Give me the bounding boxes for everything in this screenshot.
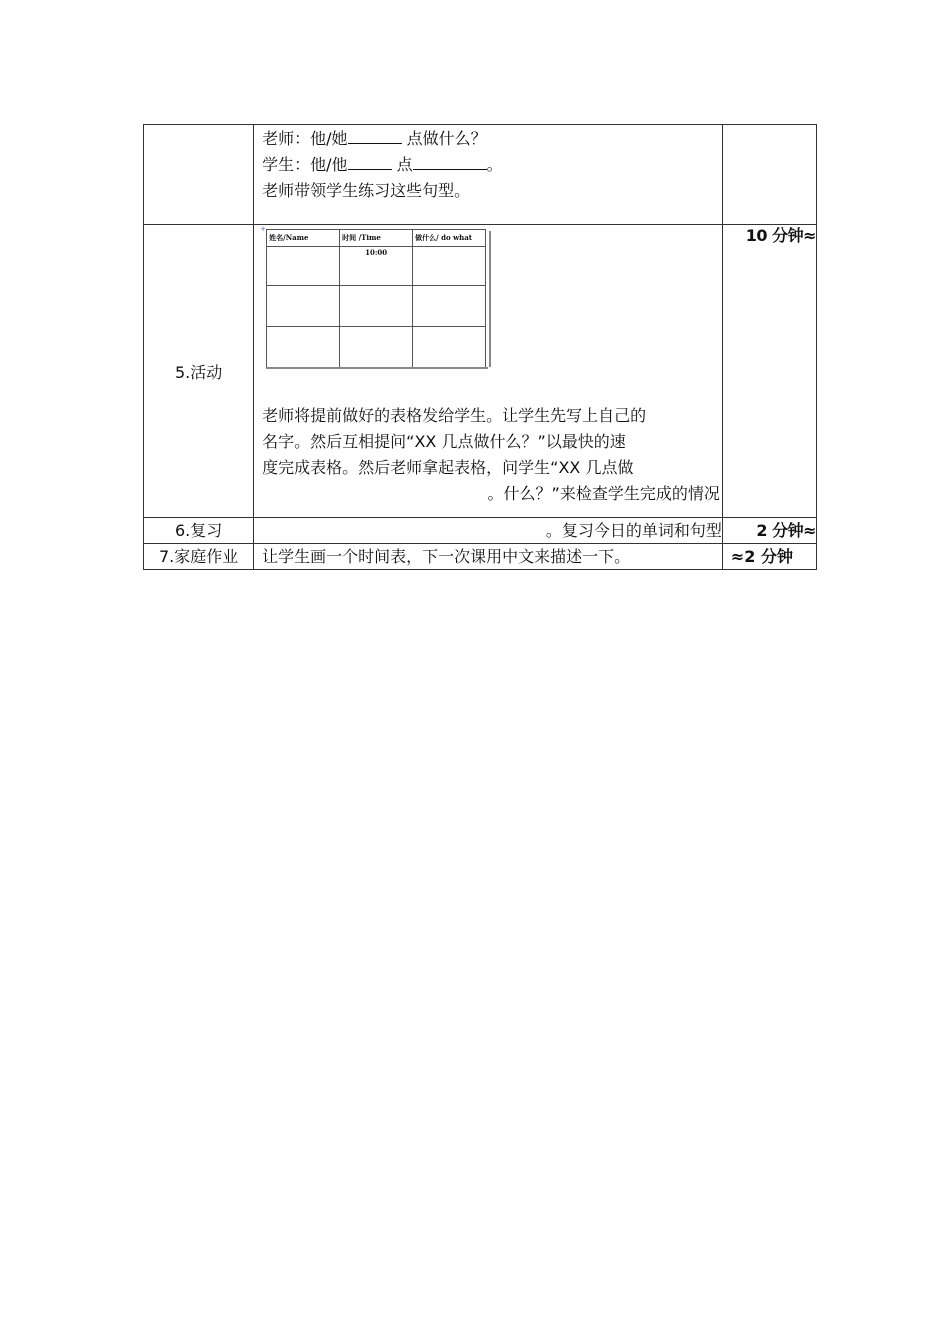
practice-content [254, 125, 723, 225]
student-answer-end: 。 [486, 155, 503, 174]
time-cell-empty [722, 125, 816, 225]
activity-row [144, 225, 817, 518]
student-answer-mid: 点 [396, 155, 413, 174]
step-label: 7.家庭作业 [144, 544, 254, 570]
worksheet-cell [413, 327, 486, 368]
review-description: 。复习今日的单词和句型 [254, 518, 723, 544]
worksheet-cell [267, 327, 340, 368]
worksheet-cell [267, 286, 340, 327]
homework-row [144, 544, 817, 570]
worksheet-header: 做什么/ do what [413, 230, 486, 247]
worksheet-header: 时间 /Time [340, 230, 413, 247]
worksheet-cell [340, 327, 413, 368]
paragraph-line: 。什么？”来检查学生完成的情况 [487, 484, 720, 503]
worksheet-cell [267, 247, 340, 286]
student-answer-line [254, 152, 722, 178]
fill-blank [413, 153, 487, 170]
activity-content [254, 225, 723, 518]
image-edge [266, 367, 488, 369]
worksheet-time-value: 10:00 [340, 247, 413, 286]
worksheet-cell [340, 286, 413, 327]
lesson-plan-table [143, 124, 817, 570]
paragraph-line: 老师将提前做好的表格发给学生。让学生先写上自己的 [262, 406, 647, 425]
image-edge [489, 231, 491, 367]
activity-description [254, 403, 722, 507]
worksheet-table [266, 229, 486, 368]
paragraph-line: 名字。然后互相提问“XX 几点做什么？”以最快的速 [262, 432, 626, 451]
practice-row [144, 125, 817, 225]
paragraph-line: 度完成表格。然后老师拿起表格，问学生“XX 几点做 [262, 458, 634, 477]
anchor-marker-icon: + [260, 225, 267, 233]
teacher-question-line [254, 125, 722, 152]
step-label: 5.活动 [144, 225, 254, 518]
homework-description: 让学生画一个时间表，下一次课用中文来描述一下。 [254, 544, 723, 570]
fill-blank [348, 153, 392, 170]
duration: 2 分钟≈ [722, 518, 816, 544]
teacher-question-text: 老师：他/她 [262, 129, 348, 148]
worksheet-image [260, 225, 488, 369]
worksheet-header: 姓名/Name [267, 230, 340, 247]
fill-blank [348, 127, 402, 144]
duration: 10 分钟≈ [722, 225, 816, 518]
student-answer-text: 学生：他/他 [262, 155, 348, 174]
step-label: 6.复习 [144, 518, 254, 544]
worksheet-cell [413, 286, 486, 327]
worksheet-cell [413, 247, 486, 286]
practice-instruction: 老师带领学生练习这些句型。 [262, 181, 471, 200]
teacher-question-end: 点做什么？ [406, 129, 487, 148]
duration: ≈2 分钟 [722, 544, 816, 570]
review-row [144, 518, 817, 544]
step-cell-empty [144, 125, 254, 225]
